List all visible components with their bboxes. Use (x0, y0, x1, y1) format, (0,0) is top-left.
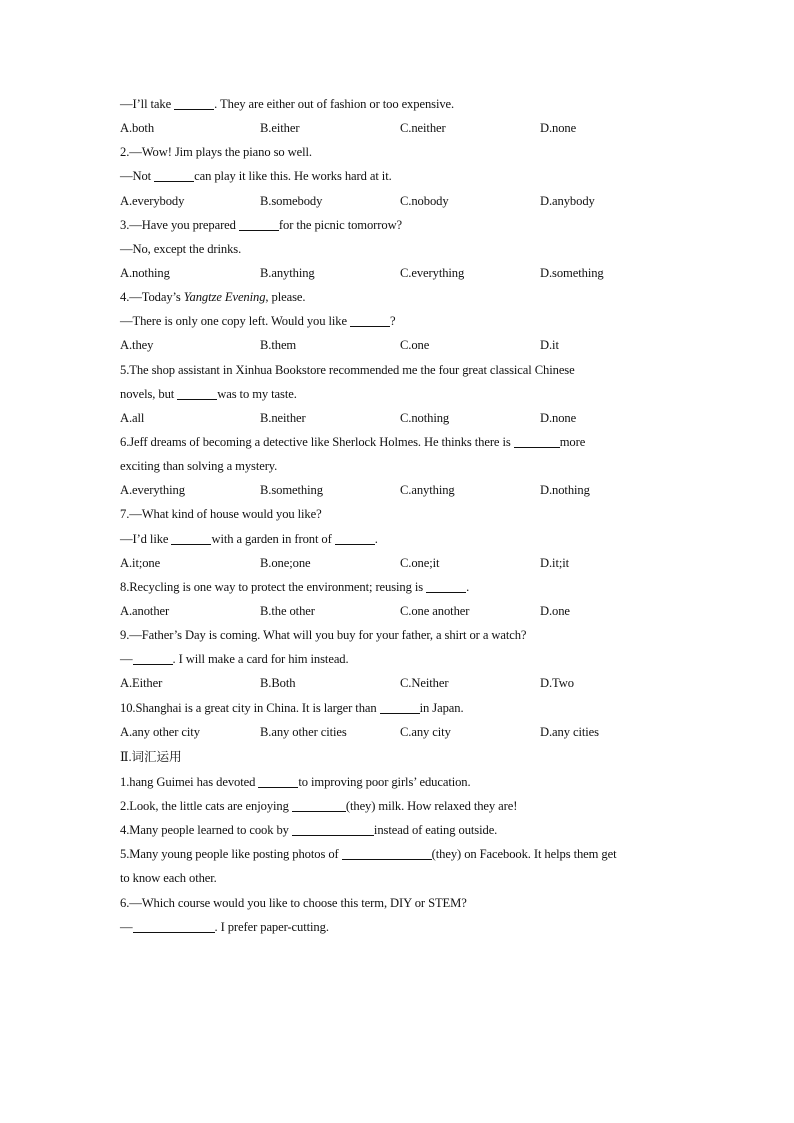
text: 4.Many people learned to cook by (120, 823, 292, 838)
option-d[interactable]: D.it (540, 338, 559, 353)
option-d[interactable]: D.one (540, 603, 570, 618)
text: 4.—Today’s (120, 290, 184, 305)
option-d[interactable]: D.it;it (540, 555, 570, 570)
option-b[interactable]: B.any other cities (260, 724, 347, 739)
q2-options (120, 189, 674, 213)
q3-options (120, 261, 674, 285)
answer-blank[interactable] (335, 530, 375, 545)
option-c[interactable]: C.anything (400, 483, 455, 498)
q3-stem (120, 213, 674, 237)
text: —I’ll take (120, 97, 175, 111)
vocab-item-4 (120, 818, 674, 842)
text: 3.—Have you prepared (120, 217, 239, 232)
text: can play it like this. He works hard at it. (194, 169, 392, 184)
option-a[interactable]: A.it;one (120, 555, 161, 570)
q1-options (120, 116, 674, 140)
q9-options (120, 671, 674, 695)
answer-blank[interactable] (514, 433, 560, 448)
q10-options (120, 720, 674, 744)
q10-stem (120, 696, 674, 720)
answer-blank[interactable] (258, 773, 298, 788)
q4-stem (120, 285, 674, 309)
option-d[interactable]: D.anybody (540, 193, 595, 208)
option-d[interactable]: D.none (540, 121, 577, 136)
text: —There is only one copy left. Would you like (120, 314, 350, 329)
option-b[interactable]: B.them (260, 338, 297, 353)
option-a[interactable]: A.everything (120, 483, 185, 498)
option-c[interactable]: C.one another (400, 603, 470, 618)
option-d[interactable]: D.none (540, 410, 577, 425)
text: novels, but (120, 386, 178, 401)
option-c[interactable]: C.any city (400, 724, 451, 739)
option-b[interactable]: B.Both (260, 676, 296, 691)
option-c[interactable]: C.one (400, 338, 430, 353)
q8-options (120, 599, 674, 623)
q2-stem: 2.—Wow! Jim plays the piano so well. (120, 145, 312, 160)
option-d[interactable]: D.Two (540, 676, 574, 691)
q2-answer-line (120, 164, 674, 188)
q4-answer-line (120, 309, 674, 333)
vocab-item-2 (120, 794, 674, 818)
answer-blank[interactable] (292, 821, 374, 836)
q9-stem: 9.—Father’s Day is coming. What will you buy for your father, a shirt or a watch? (120, 628, 527, 643)
text: for the picnic tomorrow? (278, 217, 403, 232)
text: . I prefer paper-cutting. (214, 919, 329, 934)
q3-answer-line: —No, except the drinks. (120, 241, 242, 256)
text: —Not (120, 169, 155, 184)
answer-blank[interactable] (133, 650, 173, 665)
option-c[interactable]: C.nobody (400, 193, 449, 208)
text: . (466, 579, 470, 594)
option-a[interactable]: A.both (120, 121, 155, 136)
text: . I will make a card for him instead. (172, 652, 349, 667)
text: , please. (265, 290, 306, 305)
answer-blank[interactable] (350, 312, 390, 327)
text: 5.Many young people like posting photos of (120, 847, 342, 862)
option-c[interactable]: C.one;it (400, 555, 440, 570)
option-a[interactable]: A.any other city (120, 724, 200, 739)
q1-answer-line (120, 92, 674, 116)
text: to improving poor girls’ education. (298, 774, 471, 789)
text: more (559, 434, 586, 449)
text: ? (390, 314, 396, 329)
option-a[interactable]: A.everybody (120, 193, 185, 208)
answer-blank[interactable] (133, 918, 215, 933)
option-b[interactable]: B.one;one (260, 555, 311, 570)
option-a[interactable]: A.another (120, 603, 170, 618)
section-title: Ⅱ.词汇运用 (120, 749, 182, 764)
text: — (120, 919, 133, 934)
text: (they) milk. How relaxed they are! (345, 798, 518, 813)
option-c[interactable]: C.neither (400, 121, 446, 136)
option-a[interactable]: A.nothing (120, 265, 170, 280)
option-b[interactable]: B.somebody (260, 193, 323, 208)
option-a[interactable]: A.all (120, 410, 145, 425)
exercise-content (120, 92, 674, 939)
text: 8.Recycling is one way to protect the environment; reusing is (120, 579, 427, 594)
text: 6.Jeff dreams of becoming a detective like Sherlock Holmes. He thinks there is (120, 434, 514, 449)
vocab-item-5-cont: to know each other. (120, 871, 217, 886)
newspaper-title: Yangtze Evening (183, 290, 266, 305)
option-b[interactable]: B.either (260, 121, 300, 136)
answer-blank[interactable] (239, 216, 279, 231)
answer-blank[interactable] (171, 530, 211, 545)
q5-options (120, 406, 674, 430)
answer-blank[interactable] (154, 167, 194, 182)
text: . They are either out of fashion or too expensive. (214, 97, 455, 111)
option-d[interactable]: D.nothing (540, 483, 590, 498)
vocab-item-6: 6.—Which course would you like to choose this term, DIY or STEM? (120, 895, 467, 910)
vocab-item-5 (120, 842, 674, 866)
answer-blank[interactable] (342, 845, 432, 860)
q5-stem: 5.The shop assistant in Xinhua Bookstore recommended me the four great classical Chinese (120, 362, 575, 377)
q7-options (120, 551, 674, 575)
option-d[interactable]: D.any cities (540, 724, 599, 739)
text: — (120, 652, 133, 667)
option-b[interactable]: B.anything (260, 265, 315, 280)
q6-stem (120, 430, 674, 454)
text: instead of eating outside. (373, 823, 498, 838)
option-c[interactable]: C.nothing (400, 410, 450, 425)
text: was to my taste. (217, 386, 297, 401)
text: in Japan. (419, 700, 464, 715)
text: 1.hang Guimei has devoted (120, 774, 259, 789)
option-b[interactable]: B.neither (260, 410, 306, 425)
text: with a garden in front of (211, 531, 335, 546)
option-a[interactable]: A.Either (120, 676, 163, 691)
text: (they) on Facebook. It helps them get (431, 847, 617, 862)
option-a[interactable]: A.they (120, 338, 154, 353)
answer-blank[interactable] (177, 385, 217, 400)
q5-answer-line (120, 382, 674, 406)
option-d[interactable]: D.something (540, 265, 604, 280)
q4-options (120, 333, 674, 357)
answer-blank[interactable] (292, 797, 346, 812)
option-c[interactable]: C.everything (400, 265, 465, 280)
vocab-item-6-answer (120, 915, 674, 939)
q7-stem: 7.—What kind of house would you like? (120, 507, 322, 522)
q8-stem (120, 575, 674, 599)
q7-answer-line (120, 527, 674, 551)
vocab-item-1 (120, 770, 674, 794)
answer-blank[interactable] (174, 95, 214, 110)
answer-blank[interactable] (426, 578, 466, 593)
text: 10.Shanghai is a great city in China. It is larger than (120, 700, 380, 715)
option-c[interactable]: C.Neither (400, 676, 449, 691)
text: . (374, 531, 378, 546)
q6-answer-line: exciting than solving a mystery. (120, 459, 278, 474)
q6-options (120, 478, 674, 502)
answer-blank[interactable] (380, 699, 420, 714)
text: —I’d like (120, 531, 172, 546)
q9-answer-line (120, 647, 674, 671)
option-b[interactable]: B.the other (260, 603, 315, 618)
option-b[interactable]: B.something (260, 483, 323, 498)
text: 2.Look, the little cats are enjoying (120, 798, 292, 813)
